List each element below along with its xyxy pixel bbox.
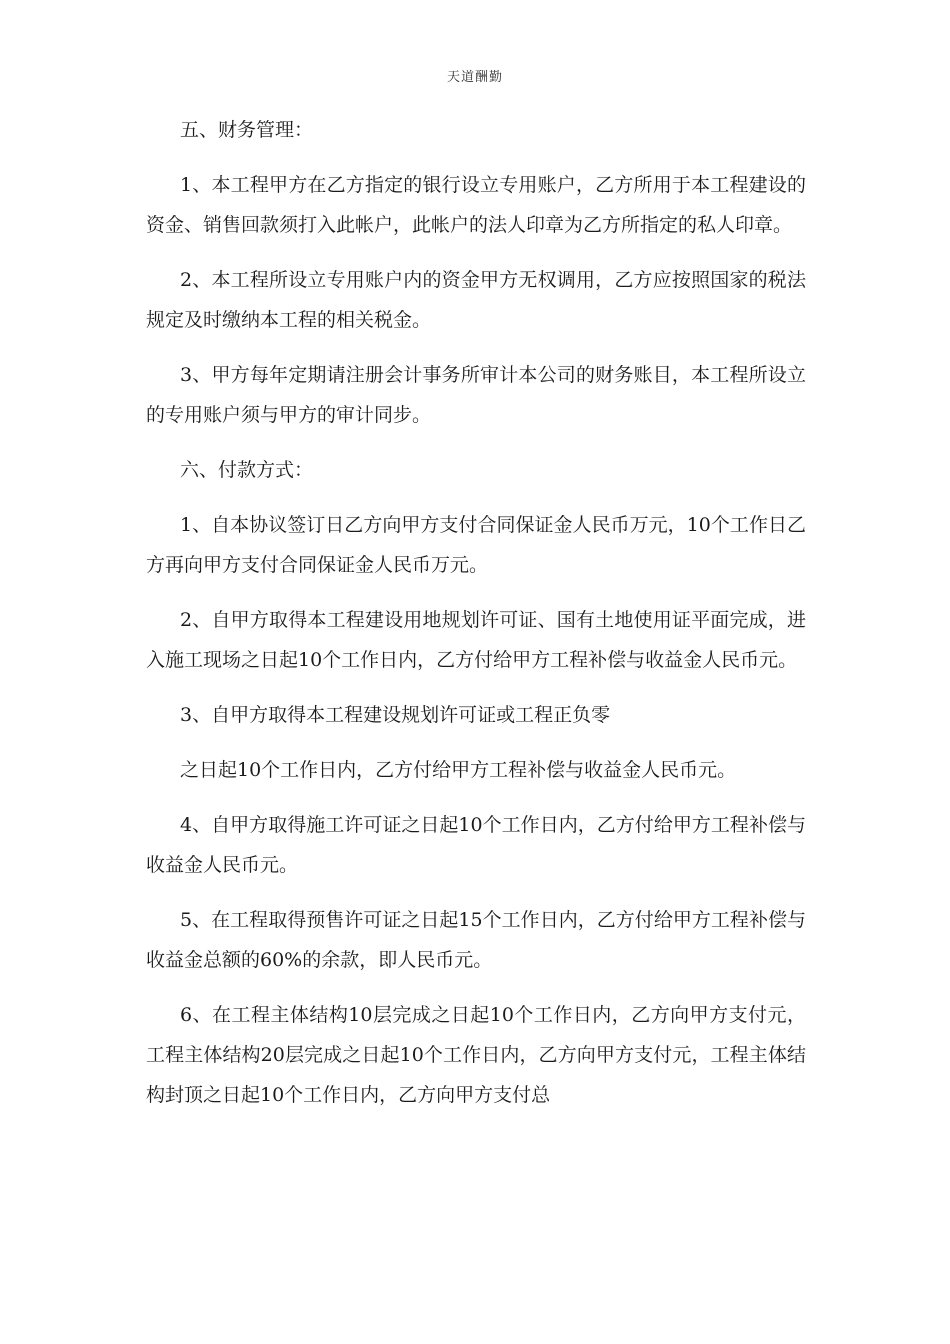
payment-clause-4: 4、自甲方取得施工许可证之日起10个工作日内，乙方付给甲方工程补偿与收益金人民币元。 [146, 814, 806, 876]
finance-clause-1: 1、本工程甲方在乙方指定的银行设立专用账户，乙方所用于本工程建设的资金、销售回款须打入此帐户，此帐户的法人印章为乙方所指定的私人印章。 [146, 174, 806, 236]
document-body [146, 110, 806, 1130]
payment-clause-3-part-1: 3、自甲方取得本工程建设规划许可证或工程正负零 [180, 704, 611, 726]
payment-clause-2: 2、自甲方取得本工程建设用地规划许可证、国有土地使用证平面完成，进入施工现场之日起10个工作日内，乙方付给甲方工程补偿与收益金人民币元。 [146, 609, 806, 671]
page-header: 天道酬勤 [446, 70, 503, 85]
finance-clause-2: 2、本工程所设立专用账户内的资金甲方无权调用，乙方应按照国家的税法规定及时缴纳本工程的相关税金。 [146, 269, 806, 331]
payment-clause-1: 1、自本协议签订日乙方向甲方支付合同保证金人民币万元，10个工作日乙方再向甲方支付合同保证金人民币万元。 [146, 514, 806, 576]
finance-clause-3: 3、甲方每年定期请注册会计事务所审计本公司的财务账目，本工程所设立的专用账户须与甲方的审计同步。 [146, 364, 806, 426]
payment-clause-6: 6、在工程主体结构10层完成之日起10个工作日内，乙方向甲方支付元，工程主体结构20层完成之日起10个工作日内，乙方向甲方支付元，工程主体结构封顶之日起10个工作日内，乙方向甲方支付总 [146, 1004, 806, 1106]
section-heading-finance: 五、财务管理： [180, 119, 314, 141]
payment-clause-5: 5、在工程取得预售许可证之日起15个工作日内，乙方付给甲方工程补偿与收益金总额的60%的余款，即人民币元。 [146, 909, 806, 971]
section-heading-payment: 六、付款方式： [180, 459, 314, 481]
payment-clause-3-part-2: 之日起10个工作日内，乙方付给甲方工程补偿与收益金人民币元。 [180, 759, 737, 781]
